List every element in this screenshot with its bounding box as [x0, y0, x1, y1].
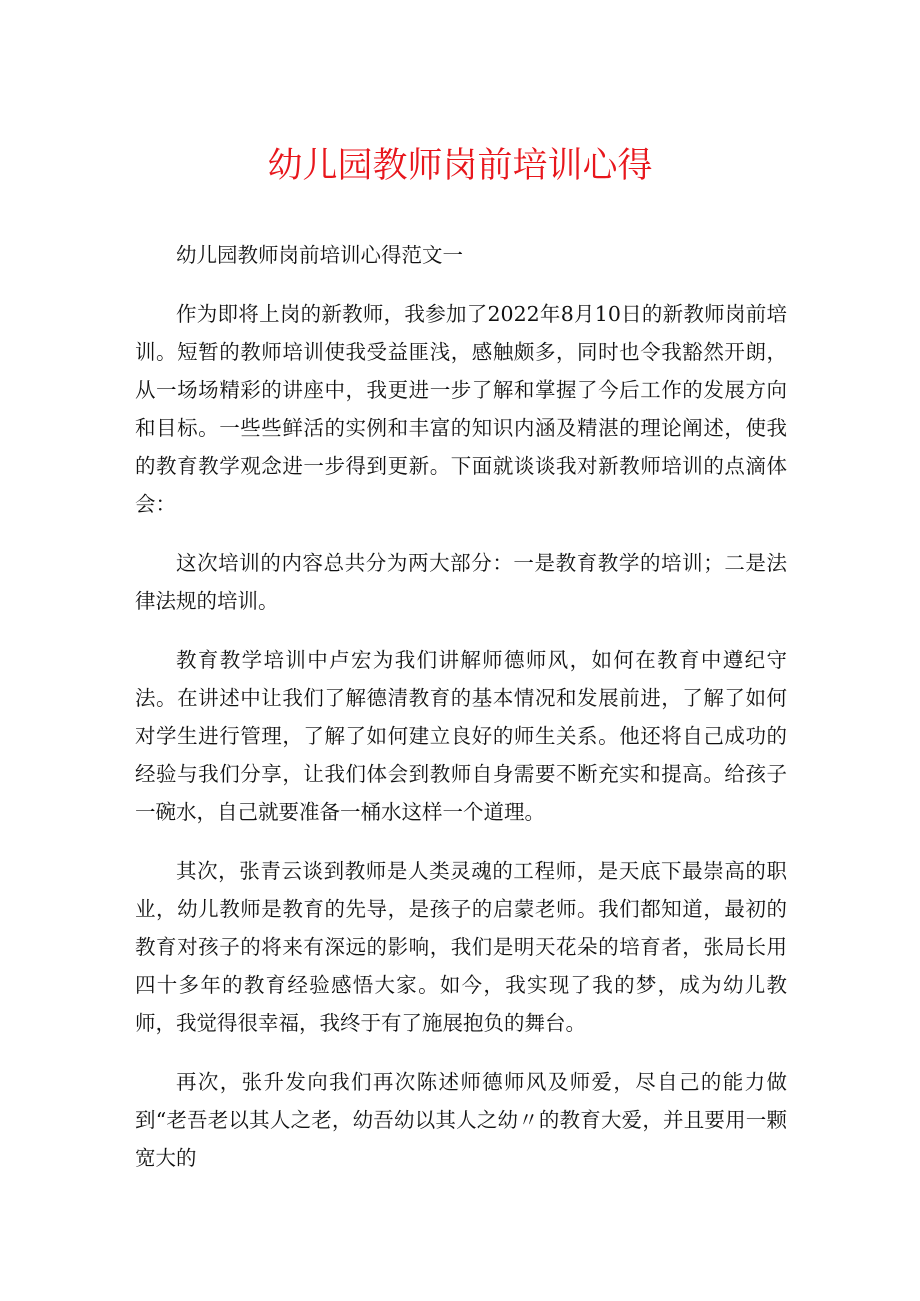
document-title: 幼儿园教师岗前培训心得 — [267, 146, 653, 186]
paragraph: 其次，张青云谈到教师是人类灵魂的工程师，是天底下最崇高的职业，幼儿教师是教育的先导，是孩子的启蒙老师。我们都知道，最初的教育对孩子的将来有深远的影响，我们是明天花朵的培育者，张局长用四十多年的教育经验感悟大家。如今，我实现了我的梦，成为幼儿教师，我觉得很幸福，我终于有了施展抱负的舞台。 — [135, 859, 787, 1035]
paragraph-subtitle: 幼儿园教师岗前培训心得范文一 — [176, 243, 463, 267]
paragraph: 这次培训的内容总共分为两大部分：一是教育教学的培训；二是法律法规的培训。 — [135, 551, 787, 613]
paragraph: 再次，张升发向我们再次陈述师德师风及师爱，尽自己的能力做到“老吾老以其人之老，幼吾幼以其人之幼〃的教育大爱，并且要用一颗宽大的 — [135, 1070, 787, 1170]
paragraph: 教育教学培训中卢宏为我们讲解师德师风，如何在教育中遵纪守法。在讲述中让我们了解德清教育的基本情况和发展前进，了解了如何对学生进行管理，了解了如何建立良好的师生关系。他还将自己成功的经验与我们分享，让我们体会到教师自身需要不断充实和提高。给孩子一碗水，自己就要准备一桶水这样一个道理。 — [135, 648, 787, 824]
paragraph: 作为即将上岗的新教师，我参加了2022年8月10日的新教师岗前培训。短暂的教师培训使我受益匪浅，感触颇多，同时也令我豁然开朗，从一场场精彩的讲座中，我更进一步了解和掌握了今后工作的发展方向和目标。一些些鲜活的实例和丰富的知识内涵及精湛的理论阐述，使我的教育教学观念进一步得到更新。下面就谈谈我对新教师培训的点滴体会： — [135, 302, 787, 516]
document-body — [135, 236, 787, 1198]
